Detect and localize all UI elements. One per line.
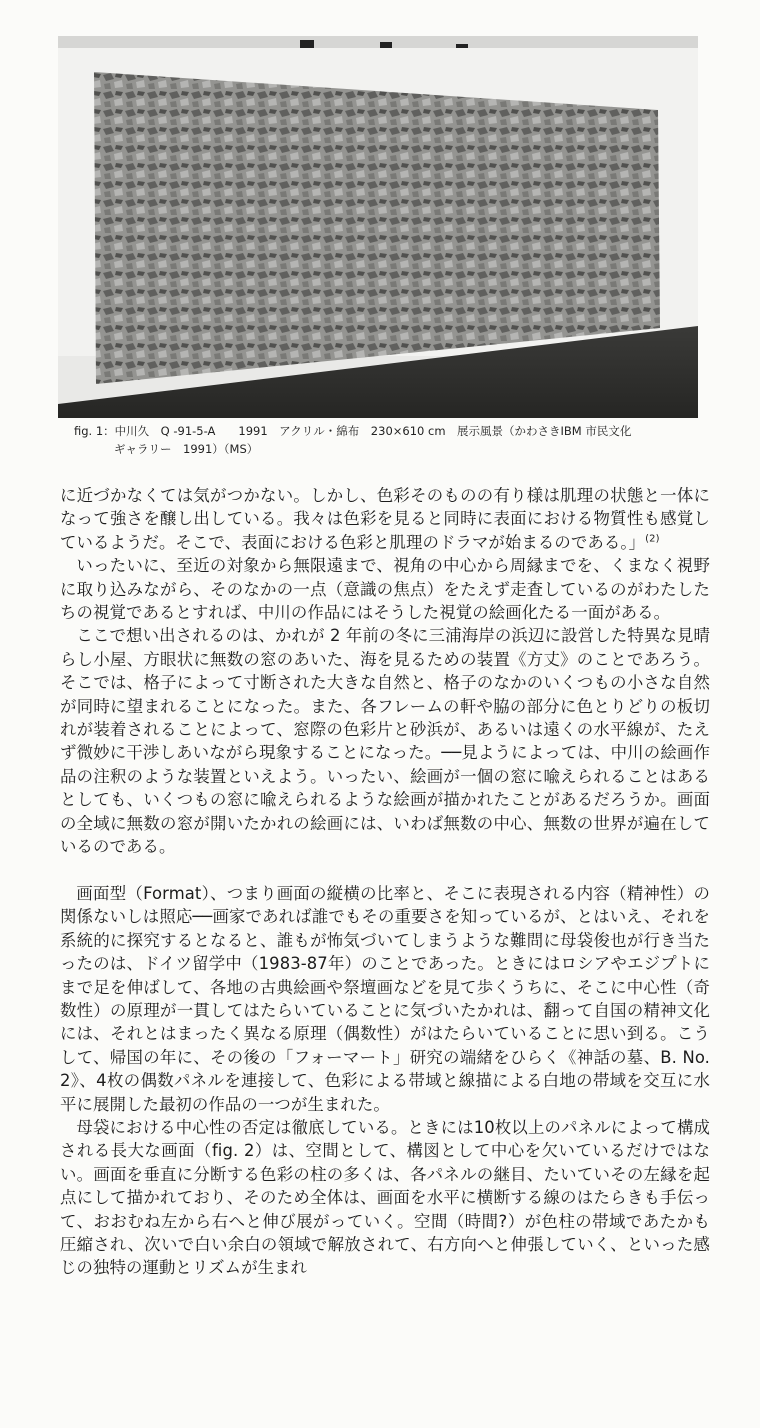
paragraph: いったいに、至近の対象から無限遠まで、視角の中心から周縁までを、くまなく視野に取り込みながら、そのなかの一点（意識の焦点）をたえず走査しているのがわたしたちの視覚であるとすれば、中川の作品にはそうした視覚の絵画化たる一面がある。 bbox=[60, 556, 710, 623]
paragraph: に近づかなくては気がつかない。しかし、色彩そのものの有り様は肌理の状態と一体になって強さを醸し出している。我々は色彩を見ると同時に表面における物質性も感覚しているようだ。そこで、表面における色彩と肌理のドラマが始まるのである。」$^{(2)}$ bbox=[60, 486, 710, 552]
caption-line-2: ギャラリー 1991）（MS） bbox=[114, 442, 259, 456]
figure-caption bbox=[74, 422, 714, 458]
paragraph: 画面型（Format）、つまり画面の縦横の比率と、そこに表現される内容（精神性）の関係ないしは照応──画家であれば誰でもその重要さを知っているが、とはいえ、それを系統的に探究するとなると、誰もが怖気づいてしまうような難問に母袋俊也が行き当たったのは、ドイツ留学中（1983-87年）のことであった。ときにはロシアやエジプトにまで足を伸ばして、各地の古典絵画や祭壇画などを見て歩くうちに、そこに中心性（奇数性）の原理が一貫してはたらいていることに気づいたかれは、翻って自国の精神文化には、それとはまったく異なる原理（偶数性）がはたらいていることに思い到る。こうして、帰国の年に、その後の「フォーマート」研究の端緒をひらく《神話の墓、B. No. 2》、4枚の偶数パネルを連接して、色彩による帯域と線描による白地の帯域を交互に水平に展開した最初の作品の一つが生まれた。 bbox=[60, 883, 710, 1114]
gallery-ceiling bbox=[58, 36, 698, 48]
gallery-photograph bbox=[58, 36, 698, 418]
caption-line-1: fig. 1：中川久 Q -91-5-A 1991 アクリル・綿布 230×610 cm 展示風景（かわさきIBM 市民文化 bbox=[74, 424, 632, 438]
paragraph: ここで想い出されるのは、かれが 2 年前の冬に三浦海岸の浜辺に設営した特異な見晴らし小屋、方眼状に無数の窓のあいた、海を見るための装置《方丈》のことであろう。そこでは、格子によって寸断された大きな自然と、格子のなかのいくつもの小さな自然が同時に望まれることになった。また、各フレームの軒や脇の部分に色とりどりの板切れが装着されることによって、窓際の色彩片と砂浜が、あるいは遠くの水平線が、たえず微妙に干渉しあいながら現象することになった。──見ようによっては、中川の絵画作品の注釈のような装置といえよう。いったい、絵画が一個の窓に喩えられることはあるとしても、いくつもの窓に喩えられるような絵画が描かれたことがあるだろうか。画面の全域に無数の窓が開いたかれの絵画には、いわば無数の中心、無数の世界が遍在しているのである。 bbox=[60, 626, 710, 857]
footnote-ref: (2) bbox=[645, 533, 660, 545]
paragraph: 母袋における中心性の否定は徹底している。ときには10枚以上のパネルによって構成される長大な画面（fig. 2）は、空間として、構図として中心を欠いているだけではない。画面を垂直に分断する色彩の柱の多くは、各パネルの継目、たいていその左縁を起点にして描かれており、そのため全体は、画面を水平に横断する線のはたらきも手伝って、おおむね左から右へと伸び展がっていく。空間（時間?）が色柱の帯域であたかも圧縮され、次いで白い余白の領域で解放されて、右方向へと伸張していく、といった感じの独特の運動とリズムが生まれ bbox=[60, 1117, 710, 1278]
article-body bbox=[60, 484, 710, 1280]
